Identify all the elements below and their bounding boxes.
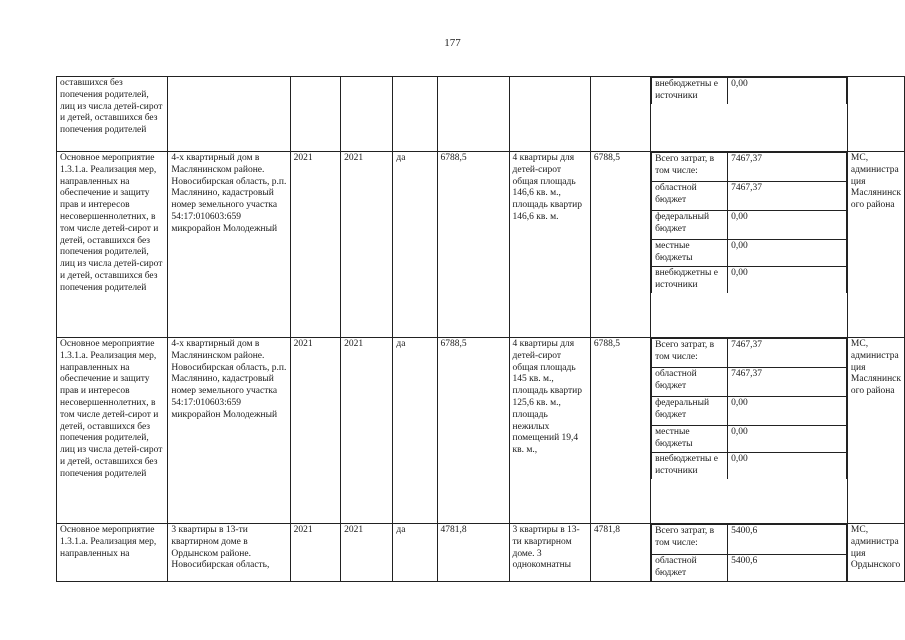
activity-cell: Основное мероприятие 1.3.1.а. Реализация мер, направленных на обеспечение и защиту прав и интересов несовершеннолетних, в том числе детей-сирот и детей, оставшихся без попечения родителей, лиц из числа детей-сирот и детей, оставшихся без попечения родителей — [57, 152, 168, 338]
financing-value: 0,00 — [728, 240, 847, 267]
table-row — [57, 338, 905, 524]
executor-cell — [847, 77, 904, 152]
flag-cell: да — [393, 524, 437, 582]
financing-row — [652, 426, 847, 453]
year-end-cell: 2021 — [341, 524, 393, 582]
financing-row — [652, 555, 847, 581]
cost2-cell: 6788,5 — [590, 338, 650, 524]
object-cell: 4-х квартирный дом в Маслянинском районе. Новосибирская область, р.п. Маслянино, кадастровый номер земельного участка 54:17:010603:659 микрорайон Молодежный — [168, 152, 290, 338]
description-cell: 4 квартиры для детей-сирот общая площадь 145 кв. м., площадь квартир 125,6 кв. м., площадь нежилых помещений 19,4 кв. м., — [509, 338, 590, 524]
financing-row — [652, 78, 847, 104]
financing-value: 0,00 — [728, 78, 847, 104]
table-row — [57, 152, 905, 338]
activity-cell: Основное мероприятие 1.3.1.а. Реализация мер, направленных на обеспечение и защиту прав и интересов несовершеннолетних, в том числе детей-сирот и детей, оставшихся без попечения родителей, лиц из числа детей-сирот и детей, оставшихся без попечения родителей — [57, 338, 168, 524]
flag-cell: да — [393, 338, 437, 524]
financing-value: 7467,37 — [728, 153, 847, 182]
financing-label: областной бюджет — [652, 555, 728, 581]
financing-row — [652, 368, 847, 397]
financing-cell — [651, 338, 848, 524]
financing-cell — [651, 77, 848, 152]
financing-label: Всего затрат, в том числе: — [652, 525, 728, 555]
page-number: 177 — [444, 37, 461, 49]
table-row — [57, 524, 905, 582]
financing-row — [652, 211, 847, 240]
financing-label: Всего затрат, в том числе: — [652, 153, 728, 182]
financing-value: 0,00 — [728, 426, 847, 453]
financing-row — [652, 397, 847, 426]
financing-cell — [651, 152, 848, 338]
financing-value: 0,00 — [728, 453, 847, 479]
financing-row — [652, 339, 847, 368]
cost-cell: 6788,5 — [437, 338, 509, 524]
financing-table — [651, 524, 847, 581]
year-start-cell — [290, 77, 340, 152]
financing-label: местные бюджеты — [652, 426, 728, 453]
financing-label: местные бюджеты — [652, 240, 728, 267]
year-end-cell: 2021 — [341, 338, 393, 524]
financing-table — [651, 338, 847, 479]
financing-row — [652, 525, 847, 555]
cost-cell — [437, 77, 509, 152]
financing-value: 7467,37 — [728, 368, 847, 397]
financing-row — [652, 453, 847, 479]
financing-cell — [651, 524, 848, 582]
financing-label: областной бюджет — [652, 182, 728, 211]
flag-cell — [393, 77, 437, 152]
financing-label: внебюджетны е источники — [652, 78, 728, 104]
cost2-cell: 6788,5 — [590, 152, 650, 338]
year-start-cell: 2021 — [290, 338, 340, 524]
cost2-cell: 4781,8 — [590, 524, 650, 582]
executor-cell: МС, администра ция Маслянинск ого района — [847, 338, 904, 524]
financing-value: 7467,37 — [728, 182, 847, 211]
year-end-cell: 2021 — [341, 152, 393, 338]
financing-row — [652, 182, 847, 211]
financing-label: внебюджетны е источники — [652, 267, 728, 293]
description-cell: 4 квартиры для детей-сирот общая площадь 146,6 кв. м., площадь квартир 146,6 кв. м. — [509, 152, 590, 338]
financing-table — [651, 152, 847, 293]
year-end-cell — [341, 77, 393, 152]
table-row — [57, 77, 905, 152]
financing-value: 5400,6 — [728, 555, 847, 581]
flag-cell: да — [393, 152, 437, 338]
financing-label: Всего затрат, в том числе: — [652, 339, 728, 368]
financing-value: 0,00 — [728, 397, 847, 426]
cost-cell: 4781,8 — [437, 524, 509, 582]
financing-row — [652, 267, 847, 293]
financing-table — [651, 77, 847, 104]
description-cell: 3 квартиры в 13-ти квартирном доме. 3 однокомнатны — [509, 524, 590, 582]
financing-value: 7467,37 — [728, 339, 847, 368]
activity-cell: Основное мероприятие 1.3.1.а. Реализация мер, направленных на — [57, 524, 168, 582]
financing-value: 0,00 — [728, 211, 847, 240]
executor-cell: МС, администра ция Ордынского — [847, 524, 904, 582]
financing-row — [652, 153, 847, 182]
program-table — [56, 76, 905, 582]
financing-label: федеральный бюджет — [652, 211, 728, 240]
financing-value: 0,00 — [728, 267, 847, 293]
year-start-cell: 2021 — [290, 152, 340, 338]
financing-value: 5400,6 — [728, 525, 847, 555]
object-cell: 4-х квартирный дом в Маслянинском районе. Новосибирская область, р.п. Маслянино, кадастровый номер земельного участка 54:17:010603:659 микрорайон Молодежный — [168, 338, 290, 524]
executor-cell: МС, администра ция Маслянинск ого района — [847, 152, 904, 338]
cost-cell: 6788,5 — [437, 152, 509, 338]
activity-cell: оставшихся без попечения родителей, лиц из числа детей-сирот и детей, оставшихся без попечения родителей — [57, 77, 168, 152]
object-cell — [168, 77, 290, 152]
financing-label: внебюджетны е источники — [652, 453, 728, 479]
cost2-cell — [590, 77, 650, 152]
object-cell: 3 квартиры в 13-ти квартирном доме в Ордынском районе. Новосибирская область, — [168, 524, 290, 582]
year-start-cell: 2021 — [290, 524, 340, 582]
description-cell — [509, 77, 590, 152]
financing-row — [652, 240, 847, 267]
financing-label: федеральный бюджет — [652, 397, 728, 426]
financing-label: областной бюджет — [652, 368, 728, 397]
